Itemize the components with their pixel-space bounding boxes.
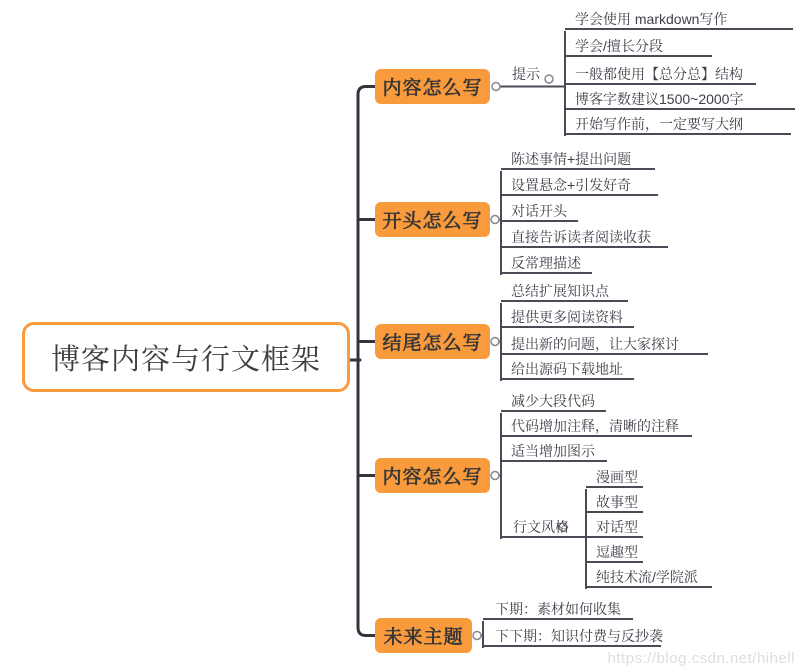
branch-node-future[interactable]: 未来主题 [375, 618, 472, 653]
expander-icon[interactable] [492, 83, 500, 91]
branch-node-content-2[interactable]: 内容怎么写 [375, 458, 490, 493]
csdn-watermark: https://blog.csdn.net/hihell [607, 650, 795, 667]
root-node[interactable]: 博客内容与行文框架 [22, 322, 350, 392]
leaf-node[interactable]: 给出源码下载地址 [501, 359, 634, 380]
leaf-node[interactable]: 故事型 [586, 492, 643, 513]
trunk-line [350, 87, 375, 636]
leaf-node[interactable]: 学会/擅长分段 [565, 36, 712, 57]
expander-icon[interactable] [491, 338, 499, 346]
expander-icon[interactable] [491, 472, 499, 480]
leaf-node[interactable]: 纯技术流/学院派 [586, 567, 712, 588]
leaf-node[interactable]: 总结扩展知识点 [501, 281, 628, 302]
leaf-node[interactable]: 博客字数建议1500~2000字 [565, 89, 795, 110]
leaf-node[interactable]: 漫画型 [586, 467, 643, 488]
branch-node-content-1[interactable]: 内容怎么写 [375, 69, 490, 104]
leaf-node[interactable]: 代码增加注释，清晰的注释 [501, 416, 692, 437]
leaf-node[interactable]: 直接告诉读者阅读收获 [501, 227, 668, 248]
branch-node-ending[interactable]: 结尾怎么写 [375, 324, 490, 359]
leaf-node[interactable]: 对话型 [586, 517, 643, 538]
expander-icon[interactable] [473, 632, 481, 640]
leaf-node[interactable]: 学会使用 markdown写作 [565, 9, 793, 30]
group-node-writing-style[interactable]: 行文风格 [501, 517, 586, 538]
leaf-node[interactable]: 提供更多阅读资料 [501, 307, 634, 328]
branch-node-opening[interactable]: 开头怎么写 [375, 202, 490, 237]
leaf-node[interactable]: 提出新的问题，让大家探讨 [501, 334, 708, 355]
leaf-node[interactable]: 下下期：知识付费与反抄袭 [483, 626, 661, 647]
expander-icon[interactable] [491, 216, 499, 224]
leaf-node[interactable]: 适当增加图示 [501, 441, 607, 462]
leaf-node[interactable]: 开始写作前，一定要写大纲 [565, 114, 791, 135]
leaf-node[interactable]: 设置悬念+引发好奇 [501, 175, 658, 196]
leaf-node[interactable]: 逗趣型 [586, 542, 643, 563]
leaf-node[interactable]: 反常理描述 [501, 253, 592, 274]
leaf-node[interactable]: 陈述事情+提出问题 [501, 149, 655, 170]
leaf-node[interactable]: 下期：素材如何收集 [483, 599, 633, 620]
group-node-tips[interactable]: 提示 [512, 66, 540, 82]
expander-icon[interactable] [545, 75, 553, 83]
leaf-node[interactable]: 减少大段代码 [501, 391, 606, 412]
leaf-node[interactable]: 对话开头 [501, 201, 578, 222]
leaf-node[interactable]: 一般都使用【总分总】结构 [565, 64, 756, 85]
